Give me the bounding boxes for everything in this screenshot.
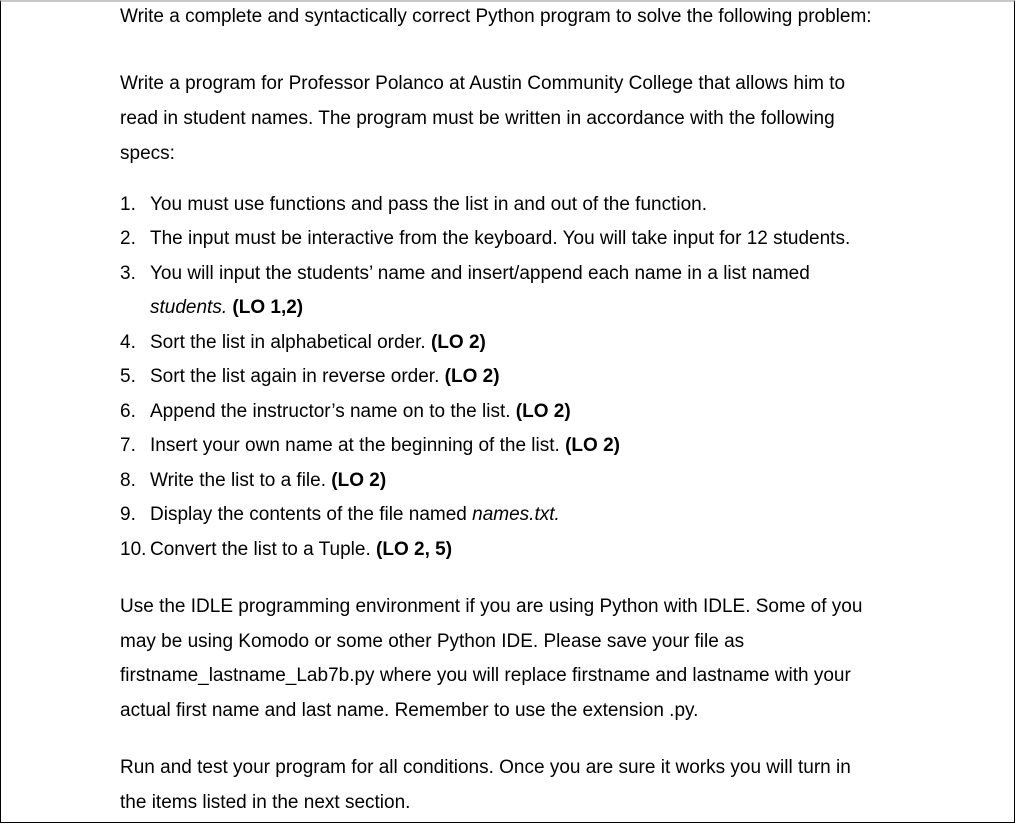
spec-text: The input must be interactive from the keyboard. You will take input for 12 students. (150, 228, 851, 249)
spec-text: Append the instructor’s name on to the list. (150, 401, 511, 422)
spec-item-10 (120, 539, 452, 561)
para1-line2: read in student names. The program must be written in accordance with the following (120, 108, 835, 129)
spec-number: 6. (120, 401, 136, 422)
spec-number: 10. (120, 539, 147, 560)
para1-line3: specs: (120, 143, 175, 164)
spec-item-3 (120, 263, 810, 285)
spec-item-1 (120, 194, 707, 216)
spec-item-3-continuation (150, 297, 303, 319)
spec-number: 7. (120, 435, 136, 456)
para2-line3: firstname_lastname_Lab7b.py where you will replace firstname and lastname with your (120, 665, 851, 686)
spec-text: Write the list to a file. (150, 470, 326, 491)
spec-item-5 (120, 366, 500, 388)
spec-number: 5. (120, 366, 136, 387)
para2-line1: Use the IDLE programming environment if you are using Python with IDLE. Some of you (120, 596, 863, 617)
spec-lo-label: (LO 2, 5) (376, 539, 453, 560)
spec-text: Convert the list to a Tuple. (150, 539, 371, 560)
spec-italic-text: names.txt. (472, 504, 560, 525)
spec-text: You will input the students’ name and insert/append each name in a list named (150, 263, 810, 284)
spec-item-9 (120, 504, 560, 526)
spec-item-8 (120, 470, 386, 492)
spec-lo-label: (LO 2) (430, 332, 486, 353)
spec-number: 2. (120, 228, 136, 249)
spec-item-4 (120, 332, 486, 354)
spec-item-6 (120, 401, 571, 423)
spec-number: 4. (120, 332, 136, 353)
spec-number: 1. (120, 194, 136, 215)
spec-number: 8. (120, 470, 136, 491)
para3-line1: Run and test your program for all conditions. Once you are sure it works you will turn in (120, 757, 851, 778)
spec-item-2 (120, 228, 850, 250)
spec-number: 3. (120, 263, 136, 284)
spec-text: Sort the list in alphabetical order. (150, 332, 426, 353)
spec-item-7 (120, 435, 620, 457)
spec-text: Insert your own name at the beginning of the list. (150, 435, 560, 456)
spec-text: Sort the list again in reverse order. (150, 366, 440, 387)
spec-lo-label: (LO 2) (444, 366, 500, 387)
para2-line4: actual first name and last name. Remember to use the extension .py. (120, 700, 699, 721)
intro-text: Write a complete and syntactically correct Python program to solve the following problem: (120, 6, 872, 27)
spec-text: Display the contents of the file named (150, 504, 467, 525)
spec-number: 9. (120, 504, 136, 525)
spec-lo-label: (LO 2) (565, 435, 620, 456)
para2-line2: may be using Komodo or some other Python IDE. Please save your file as (120, 631, 745, 652)
spec-italic-text: students. (150, 297, 228, 318)
para1-line1: Write a program for Professor Polanco at Austin Community College that allows him to (120, 73, 846, 94)
spec-lo-label: (LO 2) (331, 470, 387, 491)
para3-line2: the items listed in the next section. (120, 792, 411, 813)
spec-lo-label: (LO 1,2) (232, 297, 304, 318)
spec-text: You must use functions and pass the list in and out of the function. (150, 194, 707, 215)
spec-lo-label: (LO 2) (515, 401, 571, 422)
